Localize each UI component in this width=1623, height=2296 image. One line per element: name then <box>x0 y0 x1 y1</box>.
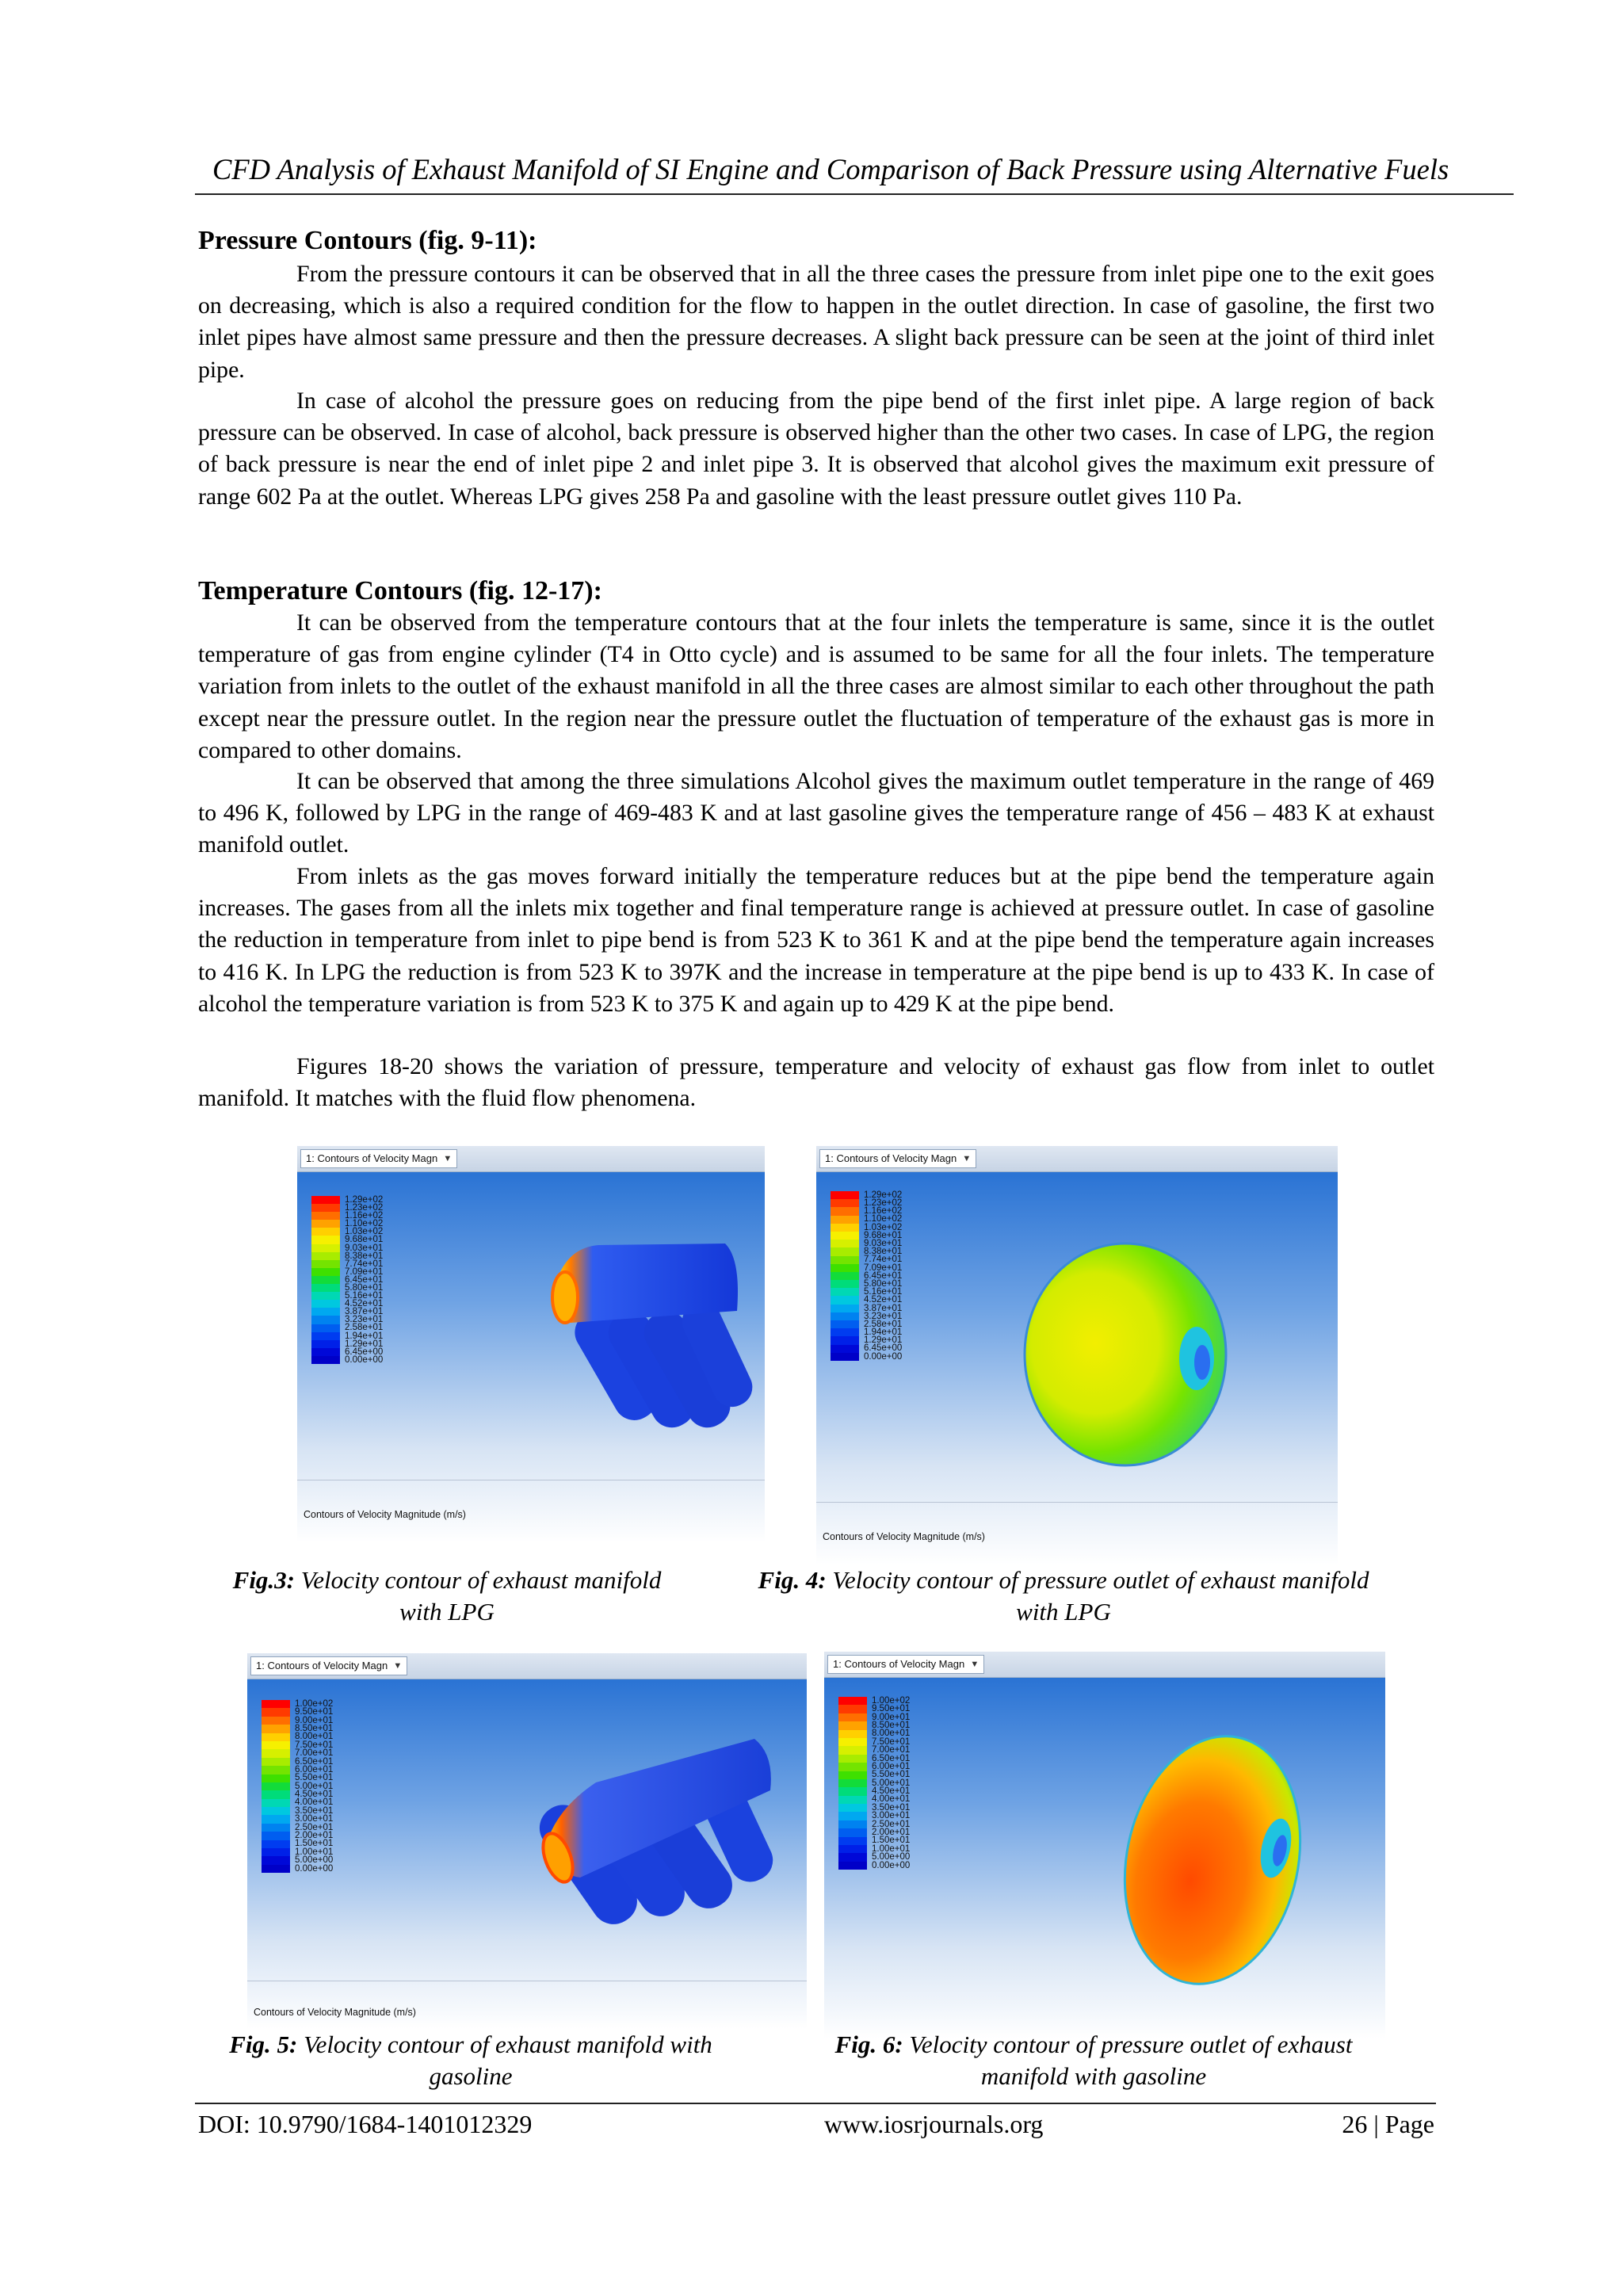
legend-value: 2.00e+01 <box>295 1831 334 1841</box>
legend-value: 0.00e+00 <box>295 1863 334 1874</box>
legend-value: 3.00e+01 <box>872 1811 911 1821</box>
legend-value: 9.00e+01 <box>872 1712 911 1722</box>
section-heading-temperature: Temperature Contours (fig. 12-17): <box>198 576 602 606</box>
pipe-inlet-face <box>552 1272 578 1323</box>
legend-value: 5.16e+01 <box>345 1291 384 1301</box>
legend-value: 6.00e+01 <box>872 1761 911 1771</box>
legend-value: 6.50e+01 <box>872 1753 911 1763</box>
legend-value: 8.50e+01 <box>295 1723 334 1733</box>
legend-value: 7.00e+01 <box>872 1745 911 1755</box>
legend-value: 3.00e+01 <box>295 1814 334 1824</box>
contour-select[interactable]: 1: Contours of Velocity Magn ▼ <box>827 1655 984 1674</box>
legend-value: 0.00e+00 <box>864 1351 903 1362</box>
legend-value: 4.00e+01 <box>295 1797 334 1808</box>
legend-value: 7.74e+01 <box>864 1255 903 1265</box>
figure-3-velocity-manifold-lpg <box>297 1146 765 1542</box>
manifold-model <box>297 1172 765 1542</box>
footer-doi: DOI: 10.9790/1684-1401012329 <box>198 2110 533 2138</box>
legend-value: 9.00e+01 <box>295 1715 334 1725</box>
legend-value: 0.00e+00 <box>872 1860 911 1870</box>
legend-value: 7.50e+01 <box>295 1740 334 1750</box>
legend-value: 5.00e+00 <box>872 1852 911 1862</box>
manifold-model <box>247 1679 807 2029</box>
figure-3-caption: Fig.3: Velocity contour of exhaust manifold with LPG <box>232 1566 662 1626</box>
legend-value: 1.94e+01 <box>864 1328 903 1338</box>
legend-value: 1.03e+02 <box>345 1227 384 1237</box>
legend-value: 9.68e+01 <box>345 1235 384 1245</box>
legend-value: 1.94e+01 <box>345 1331 384 1341</box>
paragraph: It can be observed that among the three simulations Alcohol gives the maximum outlet temperature in the range of 469 to 496 K, followed by LPG in the range of 469-483 K and at last gasoline gives the temperature range of 456 – 483 K at exhaust manifold outlet. <box>198 768 1434 858</box>
legend-value: 2.50e+01 <box>872 1819 911 1829</box>
contour-select[interactable]: 1: Contours of Velocity Magn ▼ <box>250 1656 407 1675</box>
paragraph: From the pressure contours it can be observed that in all the three cases the pressure from inlet pipe one to the exit goes on decreasing, which is also a required condition for the flow to happen in the outlet direction. In case of gasoline, the first two inlet pipes have almost same pressure and then the pressure decreases. A slight back pressure can be seen at the joint of third inlet pipe. <box>198 261 1434 383</box>
paragraph: Figures 18-20 shows the variation of pressure, temperature and velocity of exhaust gas flow from inlet to outlet manifold. It matches with the fluid flow phenomena. <box>198 1053 1434 1112</box>
legend-value: 6.50e+01 <box>295 1756 334 1767</box>
legend-value: 7.09e+01 <box>345 1266 384 1277</box>
legend-value: 5.00e+01 <box>295 1781 334 1791</box>
legend-value: 9.50e+01 <box>872 1704 911 1714</box>
legend-value: 1.16e+02 <box>345 1211 384 1221</box>
legend-value: 1.00e+02 <box>872 1695 911 1706</box>
legend-value: 5.00e+01 <box>872 1778 911 1788</box>
figure-4-velocity-outlet-lpg <box>816 1146 1338 1564</box>
legend-value: 8.00e+01 <box>295 1732 334 1742</box>
legend-value: 7.00e+01 <box>295 1748 334 1759</box>
outlet-disc <box>816 1172 1338 1564</box>
legend-value: 5.00e+00 <box>295 1855 334 1866</box>
figure-5-velocity-manifold-gasoline <box>247 1653 807 2029</box>
paragraph: It can be observed from the temperature contours that at the four inlets the temperature is same, since it is the outlet temperature of gas from engine cylinder (T4 in Otto cycle) and is assumed to be same for all the four inlets. The temperature variation from inlets to the outlet of the exhaust manifold in all the three cases are almost similar to each other throughout the path except near the pressure outlet. In the region near the pressure outlet the fluctuation of temperature of the exhaust gas is more in compared to other domains. <box>198 609 1434 763</box>
legend-value: 1.00e+02 <box>295 1698 334 1709</box>
figure-5-caption: Fig. 5: Velocity contour of exhaust manifold with gasoline <box>229 2030 712 2090</box>
legend-value: 1.10e+02 <box>345 1219 384 1229</box>
paragraph: From inlets as the gas moves forward initially the temperature reduces but at the pipe bend the temperature again increases. The gases from all the inlets mix together and final temperature range is achieved at pressure outlet. In case of gasoline the reduction in temperature from inlet to pipe bend is from 523 K to 361 K and at the pipe bend the temperature again increases to 416 K. In LPG the reduction is from 523 K to 397K and the increase in temperature at the pipe bend is up to 433 K. In case of alcohol the temperature variation is from 523 K to 375 K and again up to 429 K at the pipe bend. <box>198 863 1434 1017</box>
legend-value: 1.00e+01 <box>872 1843 911 1854</box>
contour-select[interactable]: 1: Contours of Velocity Magn ▼ <box>300 1149 457 1168</box>
legend-value: 7.74e+01 <box>345 1259 384 1269</box>
legend-value: 2.58e+01 <box>864 1319 903 1329</box>
outlet-disc <box>824 1678 1385 2038</box>
legend-value: 9.68e+01 <box>864 1230 903 1240</box>
legend-value: 4.50e+01 <box>295 1790 334 1800</box>
legend-value: 5.16e+01 <box>864 1287 903 1297</box>
chevron-down-icon: ▼ <box>970 1660 980 1669</box>
legend-value: 0.00e+00 <box>345 1354 384 1365</box>
legend-value: 1.29e+01 <box>345 1339 384 1349</box>
legend-value: 8.50e+01 <box>872 1720 911 1730</box>
figure-footer: Contours of Velocity Magnitude (m/s) <box>254 2007 416 2018</box>
legend-value: 4.52e+01 <box>864 1295 903 1305</box>
legend-value: 3.87e+01 <box>864 1303 903 1313</box>
legend-value: 6.45e+01 <box>345 1274 384 1285</box>
legend-value: 9.03e+01 <box>345 1243 384 1253</box>
legend-value: 2.58e+01 <box>345 1323 384 1333</box>
legend-value: 8.00e+01 <box>872 1729 911 1739</box>
legend-value: 3.87e+01 <box>345 1307 384 1317</box>
legend-value: 9.50e+01 <box>295 1707 334 1717</box>
legend-value: 1.23e+02 <box>345 1203 384 1213</box>
legend-value: 1.10e+02 <box>864 1214 903 1224</box>
legend-value: 1.50e+01 <box>872 1836 911 1846</box>
legend-value: 4.52e+01 <box>345 1299 384 1309</box>
legend-value: 5.80e+01 <box>864 1278 903 1289</box>
legend-value: 1.29e+02 <box>345 1194 384 1205</box>
legend-value: 9.03e+01 <box>864 1239 903 1249</box>
legend-value: 3.23e+01 <box>345 1315 384 1325</box>
footer-divider <box>195 2103 1436 2104</box>
legend-value: 3.23e+01 <box>864 1311 903 1321</box>
legend-value: 3.50e+01 <box>872 1802 911 1813</box>
chevron-down-icon: ▼ <box>443 1154 453 1163</box>
manifold-header-pipe <box>556 1244 738 1323</box>
header-divider <box>195 193 1514 195</box>
legend-value: 5.80e+01 <box>345 1282 384 1293</box>
legend-value: 6.45e+00 <box>345 1347 384 1357</box>
legend-value: 6.00e+01 <box>295 1764 334 1775</box>
legend-value: 1.23e+02 <box>864 1198 903 1209</box>
legend-value: 1.16e+02 <box>864 1206 903 1217</box>
chevron-down-icon: ▼ <box>393 1661 403 1671</box>
running-header: CFD Analysis of Exhaust Manifold of SI Engine and Comparison of Back Pressure using Alternative Fuels <box>212 153 1449 185</box>
legend-value: 7.50e+01 <box>872 1736 911 1747</box>
legend-value: 1.29e+02 <box>864 1190 903 1200</box>
legend-value: 1.03e+02 <box>864 1222 903 1232</box>
section-heading-pressure: Pressure Contours (fig. 9-11): <box>198 226 537 255</box>
figure-footer: Contours of Velocity Magnitude (m/s) <box>304 1509 466 1520</box>
legend-value: 1.29e+01 <box>864 1335 903 1346</box>
legend-value: 8.38e+01 <box>345 1251 384 1261</box>
legend-value: 3.50e+01 <box>295 1805 334 1816</box>
legend-value: 1.00e+01 <box>295 1847 334 1857</box>
footer-website: www.iosrjournals.org <box>824 2110 1044 2138</box>
figure-4-caption: Fig. 4: Velocity contour of pressure outlet of exhaust manifold with LPG <box>758 1566 1369 1626</box>
figure-6-caption: Fig. 6: Velocity contour of pressure outlet of exhaust manifold with gasoline <box>834 2030 1353 2090</box>
chevron-down-icon: ▼ <box>962 1154 972 1163</box>
footer-page-number: 26 | Page <box>1342 2110 1434 2138</box>
contour-select[interactable]: 1: Contours of Velocity Magn ▼ <box>819 1149 976 1168</box>
legend-value: 2.00e+01 <box>872 1828 911 1838</box>
legend-value: 1.50e+01 <box>295 1839 334 1849</box>
legend-value: 8.38e+01 <box>864 1247 903 1257</box>
legend-value: 7.09e+01 <box>864 1263 903 1273</box>
legend-value: 6.45e+01 <box>864 1270 903 1281</box>
legend-value: 5.50e+01 <box>295 1773 334 1783</box>
figure-6-velocity-outlet-gasoline <box>824 1652 1385 2038</box>
legend-value: 5.50e+01 <box>872 1770 911 1780</box>
figure-footer: Contours of Velocity Magnitude (m/s) <box>823 1531 985 1542</box>
legend-value: 4.50e+01 <box>872 1786 911 1797</box>
paragraph: In case of alcohol the pressure goes on reducing from the pipe bend of the first inlet pipe. A large region of back pressure can be observed. In case of alcohol, back pressure is observed higher than the other two cases. In case of LPG, the region of back pressure is near the end of inlet pipe 2 and inlet pipe 3. It is observed that alcohol gives the maximum exit pressure of range 602 Pa at the outlet. Whereas LPG gives 258 Pa and gasoline with the least pressure outlet gives 110 Pa. <box>198 388 1434 510</box>
legend-value: 4.00e+01 <box>872 1794 911 1805</box>
legend-value: 2.50e+01 <box>295 1822 334 1832</box>
legend-value: 6.45e+00 <box>864 1343 903 1354</box>
